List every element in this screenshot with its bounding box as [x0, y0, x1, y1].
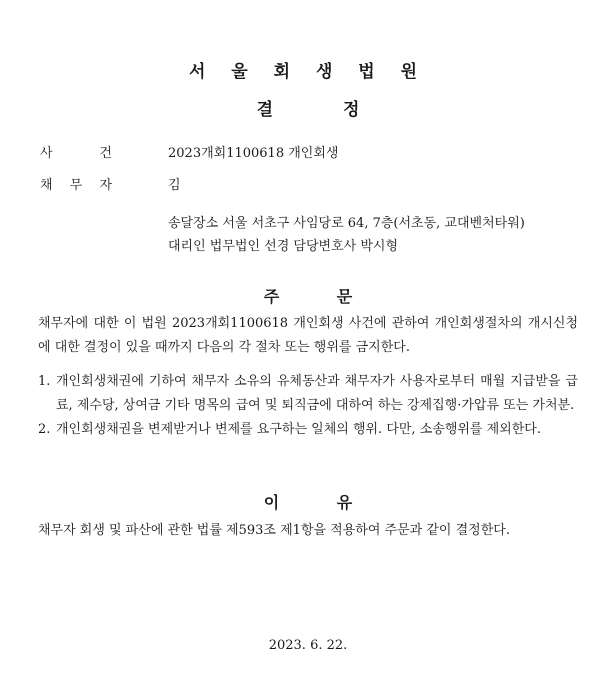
document-title: [0, 95, 616, 120]
list-item: [38, 370, 578, 418]
decision-date: 2023. 6. 22.: [268, 638, 348, 653]
order-paragraph: 채무자에 대한 이 법원 2023개회1100618 개인회생 사건에 관하여 개인회생절차의 개시신청에 대한 결정이 있을 때까지 다음의 각 절차 또는 행위를 금지한다.: [38, 316, 578, 355]
reason-paragraph: 채무자 회생 및 파산에 관한 법률 제593조 제1항을 적용하여 주문과 같이 결정한다.: [38, 523, 510, 538]
list-item-number: 1.: [38, 374, 51, 389]
order-list: [38, 370, 578, 442]
service-address: 송달장소 서울 서초구 사임당로 64, 7층(서초동, 교대벤처타워): [168, 216, 525, 231]
title-char: 정: [342, 100, 360, 120]
order-heading: 주 문: [263, 287, 353, 306]
court-name: 서 울 회 생 법 원: [188, 62, 428, 82]
representative: 대리인 법무법인 선경 담당변호사 박시형: [168, 239, 399, 254]
debtor-label: 채 무 자: [40, 178, 112, 193]
list-item-number: 2.: [38, 422, 51, 437]
case-row: [40, 142, 339, 161]
case-label: 사 건: [40, 146, 112, 161]
reason-heading: 이 유: [263, 493, 353, 512]
debtor-name: 김: [168, 178, 181, 193]
debtor-row: [40, 174, 181, 193]
list-item-text: 개인회생채권을 변제받거나 변제를 요구하는 일체의 행위. 다만, 소송행위를 제외한다.: [56, 422, 541, 437]
list-item-text: 개인회생채권에 기하여 채무자 소유의 유체동산과 채무자가 사용자로부터 매월 지급받을 급료, 제수당, 상여금 기타 명목의 급여 및 퇴직금에 대하여 하는 강제집행·가압류 또는 가처분.: [56, 374, 578, 413]
case-number: 2023개회1100618 개인회생: [168, 146, 339, 161]
title-char: 결: [256, 100, 274, 120]
list-item: [38, 418, 578, 442]
